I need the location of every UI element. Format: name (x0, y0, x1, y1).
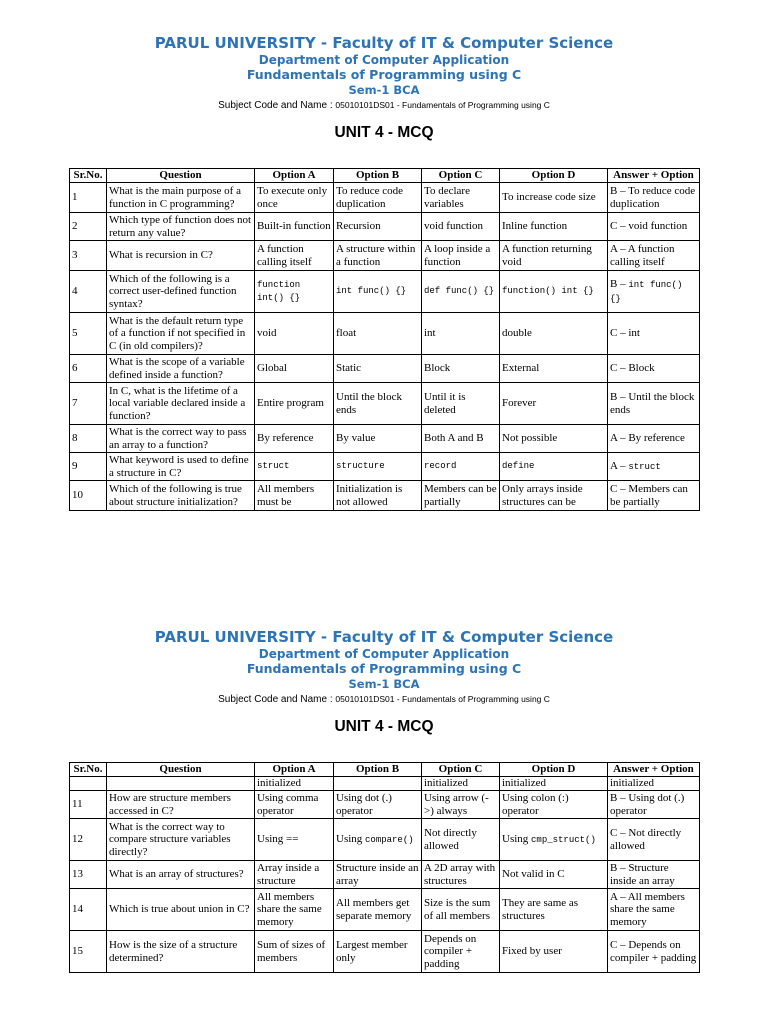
cell-option-b (334, 819, 422, 861)
col-srno: Sr.No. (70, 763, 107, 777)
cell-srno (70, 777, 107, 791)
cell-option-a: Sum of sizes of members (255, 931, 334, 973)
cell-srno: 2 (70, 213, 107, 241)
cell-srno: 12 (70, 819, 107, 861)
course-title: Fundamentals of Programming using C (246, 67, 522, 82)
semester-title: Sem-1 BCA (348, 677, 420, 691)
col-question: Question (107, 763, 255, 777)
cell-option-c: A loop inside a function (422, 241, 500, 271)
cell-option-a: initialized (255, 777, 334, 791)
col-option-d: Option D (500, 763, 608, 777)
col-option-b: Option B (334, 763, 422, 777)
cell-option-d: Inline function (500, 213, 608, 241)
cell-option-b: Until the block ends (334, 383, 422, 425)
table-row (70, 889, 700, 931)
cell-option-d: Not valid in C (500, 861, 608, 889)
cell-srno: 11 (70, 791, 107, 819)
cell-option-a: A function calling itself (255, 241, 334, 271)
cell-option-b: float (334, 313, 422, 355)
subject-label: Subject Code and Name : (218, 694, 333, 705)
cell-srno: 13 (70, 861, 107, 889)
cell-answer: C – int (608, 313, 700, 355)
col-option-c: Option C (422, 169, 500, 183)
cell-option-d: Not possible (500, 425, 608, 453)
cell-option-a: Global (255, 355, 334, 383)
table-row (70, 453, 700, 481)
unit-title: UNIT 4 - MCQ (334, 718, 434, 735)
unit-title: UNIT 4 - MCQ (334, 124, 434, 141)
mcq-table (69, 168, 700, 511)
cell-option-b: To reduce code duplication (334, 183, 422, 213)
cell-option-d (500, 819, 608, 861)
cell-option-a: All members share the same memory (255, 889, 334, 931)
cell-srno: 7 (70, 383, 107, 425)
cell-option-d: function() int {} (500, 271, 608, 313)
cell-option-b (334, 777, 422, 791)
option-code: cmp_struct() (531, 834, 596, 845)
cell-question: What is the correct way to pass an array to a function? (107, 425, 255, 453)
cell-question: How are structure members accessed in C? (107, 791, 255, 819)
university-title: PARUL UNIVERSITY - Faculty of IT & Computer Science (154, 34, 614, 52)
cell-option-c: Depends on compiler + padding (422, 931, 500, 973)
col-option-d: Option D (500, 169, 608, 183)
cell-answer (608, 271, 700, 313)
cell-option-a: By reference (255, 425, 334, 453)
university-title: PARUL UNIVERSITY - Faculty of IT & Computer Science (154, 628, 614, 646)
table-row (70, 861, 700, 889)
cell-option-a: Built-in function (255, 213, 334, 241)
table-row (70, 931, 700, 973)
cell-answer: C – Members can be partially (608, 481, 700, 511)
cell-question: What is recursion in C? (107, 241, 255, 271)
subject-value: 05010101DS01 - Fundamentals of Programming using C (335, 100, 550, 110)
cell-answer: B – Structure inside an array (608, 861, 700, 889)
table-row (70, 819, 700, 861)
cell-option-b: Static (334, 355, 422, 383)
table-row (70, 791, 700, 819)
cell-option-b: A structure within a function (334, 241, 422, 271)
col-option-a: Option A (255, 169, 334, 183)
cell-answer: A – A function calling itself (608, 241, 700, 271)
cell-answer: B – Using dot (.) operator (608, 791, 700, 819)
cell-option-a: Entire program (255, 383, 334, 425)
cell-option-d: define (500, 453, 608, 481)
cell-option-d: Forever (500, 383, 608, 425)
cell-option-b: Largest member only (334, 931, 422, 973)
cell-option-c: Size is the sum of all members (422, 889, 500, 931)
cell-answer: C – Not directly allowed (608, 819, 700, 861)
cell-option-c: Block (422, 355, 500, 383)
cell-option-c: To declare variables (422, 183, 500, 213)
cell-option-a: All members must be (255, 481, 334, 511)
cell-option-d: They are same as structures (500, 889, 608, 931)
answer-prefix: B – (610, 278, 629, 290)
cell-option-c: Both A and B (422, 425, 500, 453)
cell-question: What is the correct way to compare structure variables directly? (107, 819, 255, 861)
table-row (70, 383, 700, 425)
cell-option-d: Fixed by user (500, 931, 608, 973)
cell-srno: 6 (70, 355, 107, 383)
cell-srno: 1 (70, 183, 107, 213)
option-code: compare() (365, 834, 414, 845)
cell-question: What is the main purpose of a function in C programming? (107, 183, 255, 213)
col-option-c: Option C (422, 763, 500, 777)
cell-option-d: External (500, 355, 608, 383)
cell-answer (608, 453, 700, 481)
col-answer: Answer + Option (608, 763, 700, 777)
cell-option-d: double (500, 313, 608, 355)
answer-code: struct (628, 461, 661, 472)
cell-option-b: Initialization is not allowed (334, 481, 422, 511)
cell-answer: C – void function (608, 213, 700, 241)
semester-title: Sem-1 BCA (348, 83, 420, 97)
cell-answer: B – To reduce code duplication (608, 183, 700, 213)
table-row (70, 241, 700, 271)
col-answer: Answer + Option (608, 169, 700, 183)
cell-option-b: structure (334, 453, 422, 481)
cell-option-a: Array inside a structure (255, 861, 334, 889)
col-question: Question (107, 169, 255, 183)
cell-option-b: All members get separate memory (334, 889, 422, 931)
cell-option-b: Using dot (.) operator (334, 791, 422, 819)
cell-option-a: function int() {} (255, 271, 334, 313)
department-title: Department of Computer Application (258, 53, 510, 67)
table-row (70, 355, 700, 383)
table-header-row (70, 169, 700, 183)
table-row (70, 425, 700, 453)
cell-option-c: int (422, 313, 500, 355)
cell-option-a: void (255, 313, 334, 355)
cell-option-c: A 2D array with structures (422, 861, 500, 889)
cell-srno: 5 (70, 313, 107, 355)
cell-option-d: A function returning void (500, 241, 608, 271)
col-srno: Sr.No. (70, 169, 107, 183)
cell-option-d: Only arrays inside structures can be (500, 481, 608, 511)
option-prefix: Using (336, 832, 366, 845)
cell-option-b: int func() {} (334, 271, 422, 313)
course-title: Fundamentals of Programming using C (246, 661, 522, 676)
cell-question: What is the default return type of a function if not specified in C (in old compilers)? (107, 313, 255, 355)
subject-line (0, 694, 768, 705)
cell-option-c: Until it is deleted (422, 383, 500, 425)
cell-option-c: record (422, 453, 500, 481)
answer-prefix: A – (610, 459, 629, 472)
cell-option-c: initialized (422, 777, 500, 791)
cell-srno: 15 (70, 931, 107, 973)
cell-question: Which type of function does not return any value? (107, 213, 255, 241)
cell-question (107, 777, 255, 791)
cell-option-c: Members can be partially (422, 481, 500, 511)
department-title: Department of Computer Application (258, 647, 510, 661)
cell-option-a: Using == (255, 819, 334, 861)
cell-question: Which of the following is a correct user-defined function syntax? (107, 271, 255, 313)
cell-option-c: Using arrow (->) always (422, 791, 500, 819)
cell-question: Which is true about union in C? (107, 889, 255, 931)
table-row-continued (70, 777, 700, 791)
cell-answer: C – Block (608, 355, 700, 383)
table-row (70, 271, 700, 313)
answer-code: int func() {} (610, 280, 683, 304)
cell-option-d: Using colon (:) operator (500, 791, 608, 819)
subject-label: Subject Code and Name : (218, 100, 333, 111)
cell-question: Which of the following is true about structure initialization? (107, 481, 255, 511)
col-option-b: Option B (334, 169, 422, 183)
option-prefix: Using (502, 832, 532, 845)
cell-option-c: def func() {} (422, 271, 500, 313)
cell-srno: 8 (70, 425, 107, 453)
cell-answer: A – By reference (608, 425, 700, 453)
cell-option-b: By value (334, 425, 422, 453)
subject-line (0, 100, 768, 111)
cell-srno: 3 (70, 241, 107, 271)
cell-option-c: void function (422, 213, 500, 241)
cell-question: How is the size of a structure determined? (107, 931, 255, 973)
table-row (70, 213, 700, 241)
cell-question: What keyword is used to define a structure in C? (107, 453, 255, 481)
cell-option-b: Structure inside an array (334, 861, 422, 889)
cell-answer: C – Depends on compiler + padding (608, 931, 700, 973)
cell-srno: 4 (70, 271, 107, 313)
mcq-table (69, 762, 700, 973)
cell-answer: initialized (608, 777, 700, 791)
cell-option-a: Using comma operator (255, 791, 334, 819)
cell-option-a: struct (255, 453, 334, 481)
cell-answer: B – Until the block ends (608, 383, 700, 425)
cell-srno: 10 (70, 481, 107, 511)
table-header-row (70, 763, 700, 777)
cell-question: In C, what is the lifetime of a local variable declared inside a function? (107, 383, 255, 425)
cell-answer: A – All members share the same memory (608, 889, 700, 931)
table-row (70, 183, 700, 213)
cell-option-d: To increase code size (500, 183, 608, 213)
cell-option-c: Not directly allowed (422, 819, 500, 861)
cell-srno: 14 (70, 889, 107, 931)
cell-option-a: To execute only once (255, 183, 334, 213)
cell-srno: 9 (70, 453, 107, 481)
table-row (70, 313, 700, 355)
table-row (70, 481, 700, 511)
cell-option-b: Recursion (334, 213, 422, 241)
cell-option-d: initialized (500, 777, 608, 791)
cell-question: What is an array of structures? (107, 861, 255, 889)
col-option-a: Option A (255, 763, 334, 777)
cell-question: What is the scope of a variable defined inside a function? (107, 355, 255, 383)
subject-value: 05010101DS01 - Fundamentals of Programming using C (335, 694, 550, 704)
